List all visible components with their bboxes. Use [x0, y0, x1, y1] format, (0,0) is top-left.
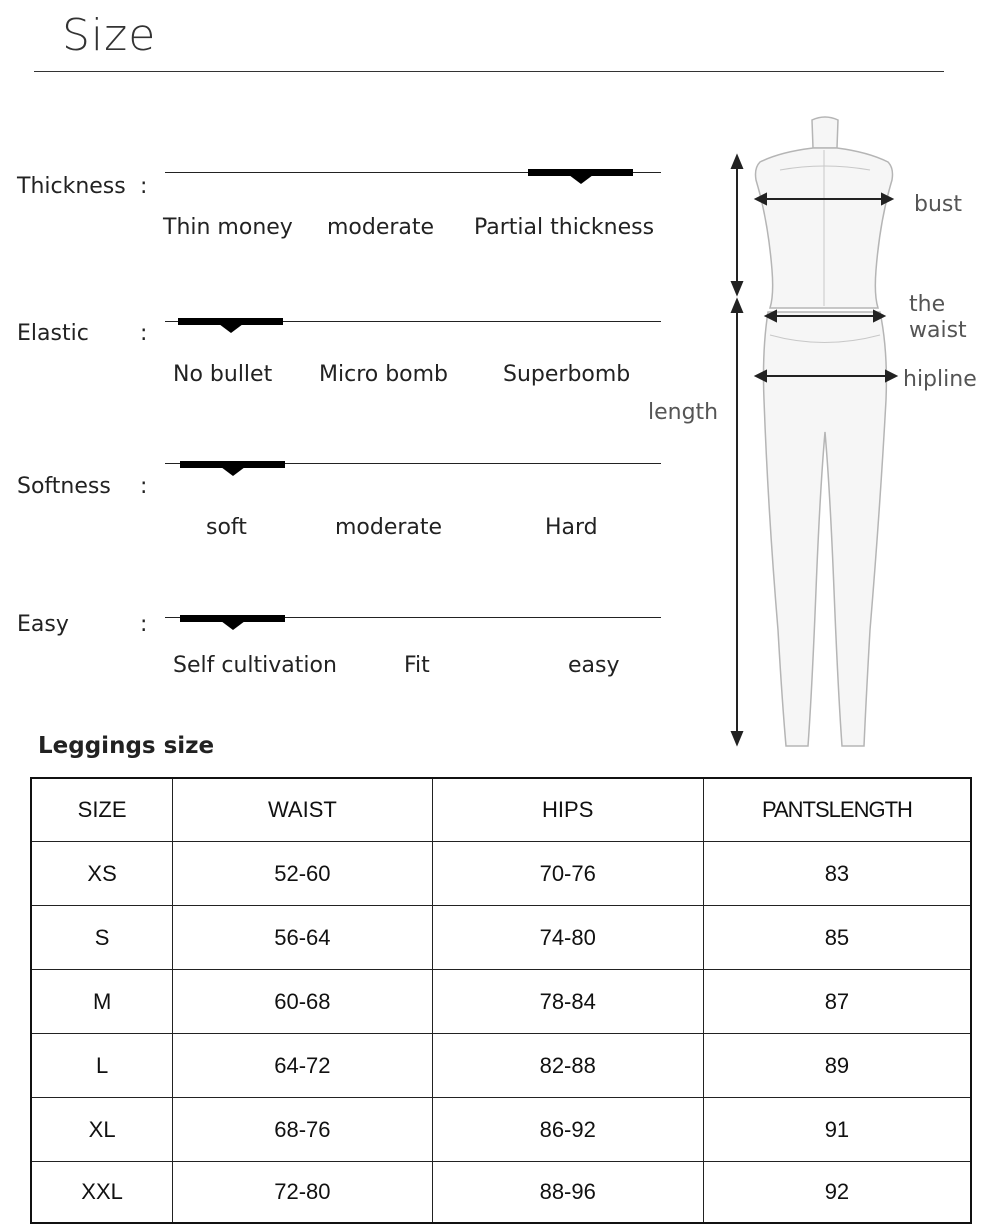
cell-size: XS: [31, 842, 173, 906]
length-label: length: [648, 400, 719, 425]
column-header-pants-length: PANTSLENGTH: [703, 778, 971, 842]
attribute-label: Easy: [17, 612, 69, 637]
table-header-row: [31, 778, 971, 842]
attribute-softness: [0, 460, 700, 550]
cell-waist: 64-72: [173, 1034, 432, 1098]
page-title: Size: [62, 10, 157, 61]
cell-waist: 60-68: [173, 970, 432, 1034]
option-label: Micro bomb: [319, 362, 449, 387]
size-table: [30, 777, 972, 1224]
option-label: Superbomb: [503, 362, 631, 387]
attribute-thickness: [0, 160, 700, 250]
cell-hips: 82-88: [432, 1034, 703, 1098]
cell-pants-length: 83: [703, 842, 971, 906]
column-header-size: SIZE: [31, 778, 173, 842]
option-label: Fit: [404, 653, 430, 678]
attribute-colon: :: [140, 174, 148, 199]
option-label: soft: [206, 515, 247, 540]
title-divider: [34, 71, 944, 72]
selected-marker: [528, 169, 633, 176]
cell-hips: 74-80: [432, 906, 703, 970]
option-label: moderate: [327, 215, 435, 240]
option-label: Partial thickness: [474, 215, 655, 240]
cell-waist: 68-76: [173, 1098, 432, 1162]
cell-waist: 56-64: [173, 906, 432, 970]
selected-marker: [180, 615, 285, 622]
column-header-hips: HIPS: [432, 778, 703, 842]
cell-size: M: [31, 970, 173, 1034]
cell-hips: 86-92: [432, 1098, 703, 1162]
option-label: moderate: [335, 515, 443, 540]
table-row: [31, 1034, 971, 1098]
attribute-colon: :: [140, 321, 148, 346]
cell-size: S: [31, 906, 173, 970]
cell-waist: 72-80: [173, 1162, 432, 1224]
column-header-waist: WAIST: [173, 778, 432, 842]
cell-pants-length: 91: [703, 1098, 971, 1162]
cell-hips: 70-76: [432, 842, 703, 906]
attribute-easy: [0, 600, 700, 690]
selected-marker: [180, 461, 285, 468]
cell-pants-length: 85: [703, 906, 971, 970]
cell-pants-length: 92: [703, 1162, 971, 1224]
table-row: [31, 906, 971, 970]
table-row: [31, 1162, 971, 1224]
cell-waist: 52-60: [173, 842, 432, 906]
cell-pants-length: 87: [703, 970, 971, 1034]
option-label: Self cultivation: [173, 653, 337, 678]
option-label: Hard: [545, 515, 598, 540]
table-row: [31, 1098, 971, 1162]
attribute-colon: :: [140, 612, 148, 637]
selected-marker: [178, 318, 283, 325]
bust-label: bust: [914, 192, 962, 217]
attribute-elastic: [0, 308, 700, 398]
waist-label-line2: waist: [909, 318, 967, 343]
cell-pants-length: 89: [703, 1034, 971, 1098]
option-label: Thin money: [163, 215, 293, 240]
attribute-label: Thickness: [17, 174, 126, 199]
attribute-label: Elastic: [17, 321, 89, 346]
cell-size: XXL: [31, 1162, 173, 1224]
cell-hips: 78-84: [432, 970, 703, 1034]
hipline-label: hipline: [903, 367, 977, 392]
attribute-colon: :: [140, 474, 148, 499]
waist-label-line1: the: [909, 292, 946, 317]
cell-hips: 88-96: [432, 1162, 703, 1224]
attribute-label: Softness: [17, 474, 111, 499]
table-row: [31, 842, 971, 906]
cell-size: XL: [31, 1098, 173, 1162]
cell-size: L: [31, 1034, 173, 1098]
table-row: [31, 970, 971, 1034]
option-label: No bullet: [173, 362, 273, 387]
measurement-figure: [648, 110, 1000, 760]
table-title: Leggings size: [38, 733, 215, 759]
option-label: easy: [568, 653, 620, 678]
